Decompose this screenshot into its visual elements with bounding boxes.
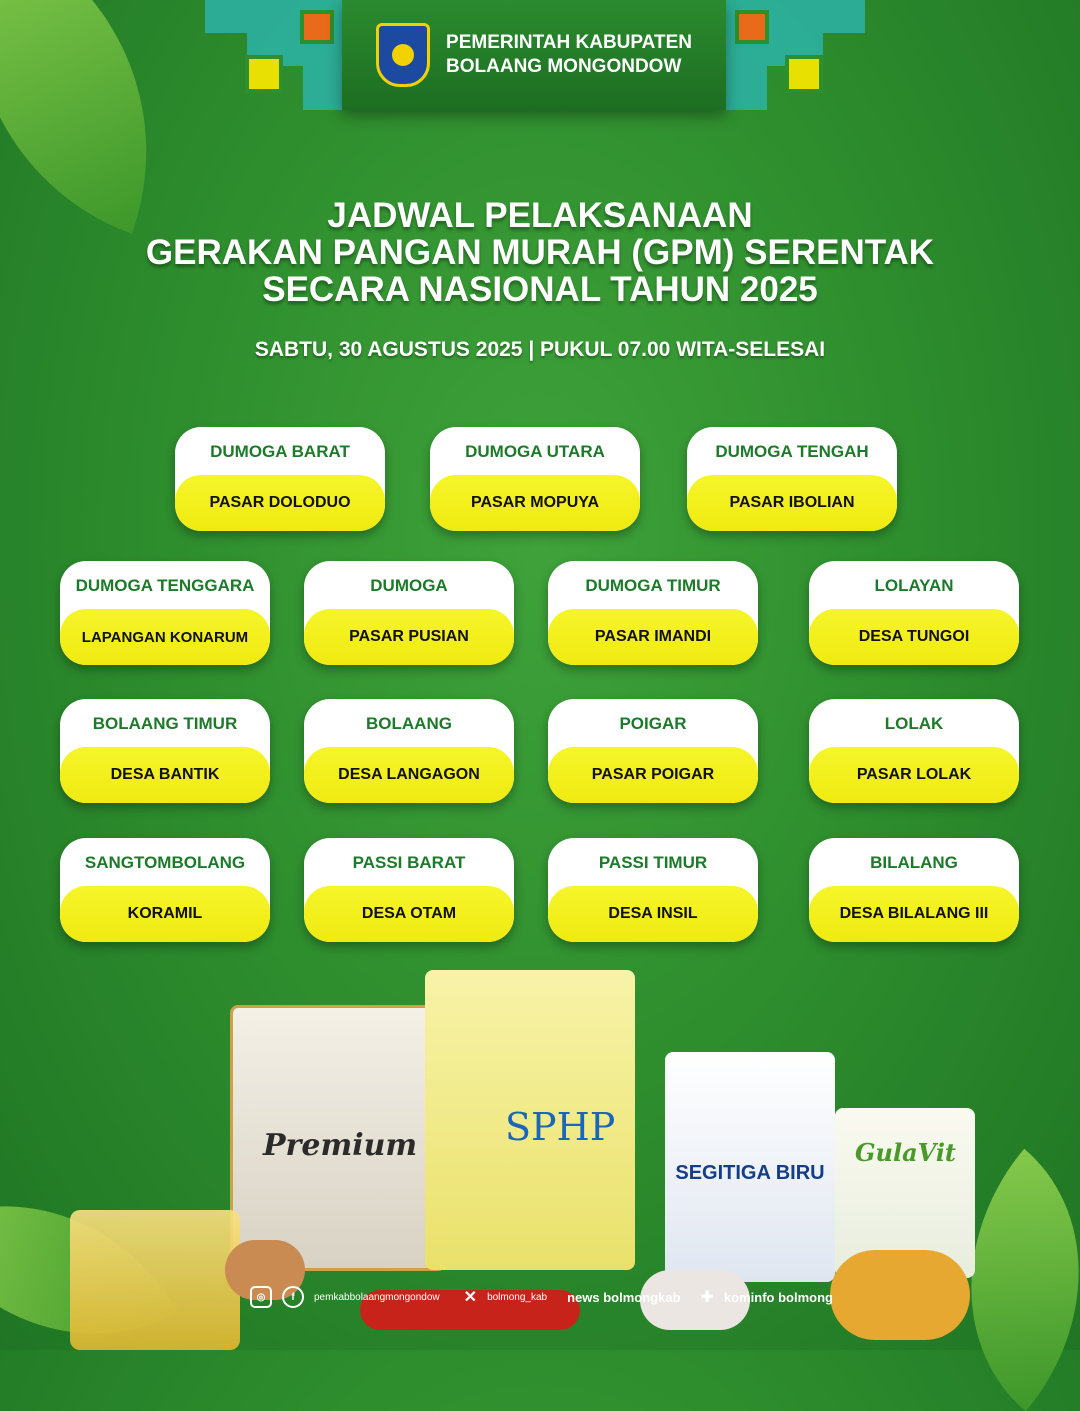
cooking-oil-bottles: [70, 1210, 240, 1350]
rice-sphp-bag: SPHP: [425, 970, 635, 1270]
location-card: [60, 838, 270, 942]
location-name: DESA OTAM: [304, 886, 514, 942]
location-name: LAPANGAN KONARUM: [60, 609, 270, 665]
district-name: DUMOGA TIMUR: [585, 576, 721, 595]
social-footer: [250, 1286, 833, 1308]
location-name: PASAR IMANDI: [548, 609, 758, 665]
regency-crest-logo: [376, 23, 430, 87]
location-name: DESA INSIL: [548, 886, 758, 942]
district-name: BOLAANG: [366, 714, 452, 733]
flour-bag: SEGITIGA BIRU: [665, 1052, 835, 1282]
district-name: BILALANG: [870, 853, 958, 872]
location-card: [548, 561, 758, 665]
location-name: DESA LANGAGON: [304, 747, 514, 803]
district-name: LOLAK: [884, 714, 944, 733]
news-logo[interactable]: news bolmongkab: [567, 1289, 681, 1305]
location-name: DESA TUNGOI: [809, 609, 1019, 665]
facebook-handle[interactable]: pemkabbolaangmongondow: [314, 1291, 440, 1303]
location-name: PASAR DOLODUO: [175, 475, 385, 531]
pattern-left: [205, 0, 345, 130]
location-card: [809, 561, 1019, 665]
location-name: PASAR PUSIAN: [304, 609, 514, 665]
location-card: [304, 838, 514, 942]
location-name: PASAR POIGAR: [548, 747, 758, 803]
location-name: DESA BANTIK: [60, 747, 270, 803]
location-name: PASAR MOPUYA: [430, 475, 640, 531]
district-name: SANGTOMBOLANG: [84, 853, 246, 872]
x-handle[interactable]: bolmong_kab: [487, 1291, 548, 1303]
government-name: PEMERINTAH KABUPATEN BOLAANG MONGONDOW: [446, 32, 692, 77]
district-name: PASSI BARAT: [352, 853, 466, 872]
location-card: [548, 699, 758, 803]
location-name: PASAR IBOLIAN: [687, 475, 897, 531]
location-card: [687, 427, 897, 531]
district-name: DUMOGA TENGAH: [715, 442, 869, 461]
district-name: LOLAYAN: [874, 576, 954, 595]
district-name: DUMOGA UTARA: [465, 442, 605, 461]
rice-premium-bag: Premium: [230, 1005, 446, 1271]
location-card: [175, 427, 385, 531]
location-card: [60, 561, 270, 665]
district-name: DUMOGA BARAT: [210, 442, 350, 461]
facebook-icon[interactable]: f: [282, 1286, 304, 1308]
instagram-icon[interactable]: ◎: [250, 1286, 272, 1308]
location-name: KORAMIL: [60, 886, 270, 942]
location-name: PASAR LOLAK: [809, 747, 1019, 803]
location-card: [60, 699, 270, 803]
kominfo-logo[interactable]: kominfo bolmong: [723, 1289, 833, 1305]
district-name: POIGAR: [619, 714, 687, 733]
pattern-right: [725, 0, 865, 130]
government-header: [342, 0, 726, 110]
location-card: [809, 699, 1019, 803]
fruits: [830, 1250, 970, 1340]
district-name: DUMOGA: [370, 576, 448, 595]
location-card: [548, 838, 758, 942]
district-name: BOLAANG TIMUR: [92, 714, 238, 733]
location-card: [430, 427, 640, 531]
location-card: [304, 561, 514, 665]
location-card: [304, 699, 514, 803]
schedule-date-time: SABTU, 30 AGUSTUS 2025 | PUKUL 07.00 WITA-SELESAI: [254, 338, 826, 361]
location-name: DESA BILALANG III: [809, 886, 1019, 942]
location-card: [809, 838, 1019, 942]
kominfo-icon: ✚: [700, 1289, 714, 1306]
district-name: DUMOGA TENGGARA: [75, 576, 255, 595]
sugar-pack: GulaVit: [835, 1108, 975, 1278]
district-name: PASSI TIMUR: [598, 853, 708, 872]
page-title: JADWAL PELAKSANAAN GERAKAN PANGAN MURAH (GPM) SERENTAK SECARA NASIONAL TAHUN 2025: [145, 196, 935, 309]
x-icon[interactable]: ✕: [463, 1289, 478, 1306]
